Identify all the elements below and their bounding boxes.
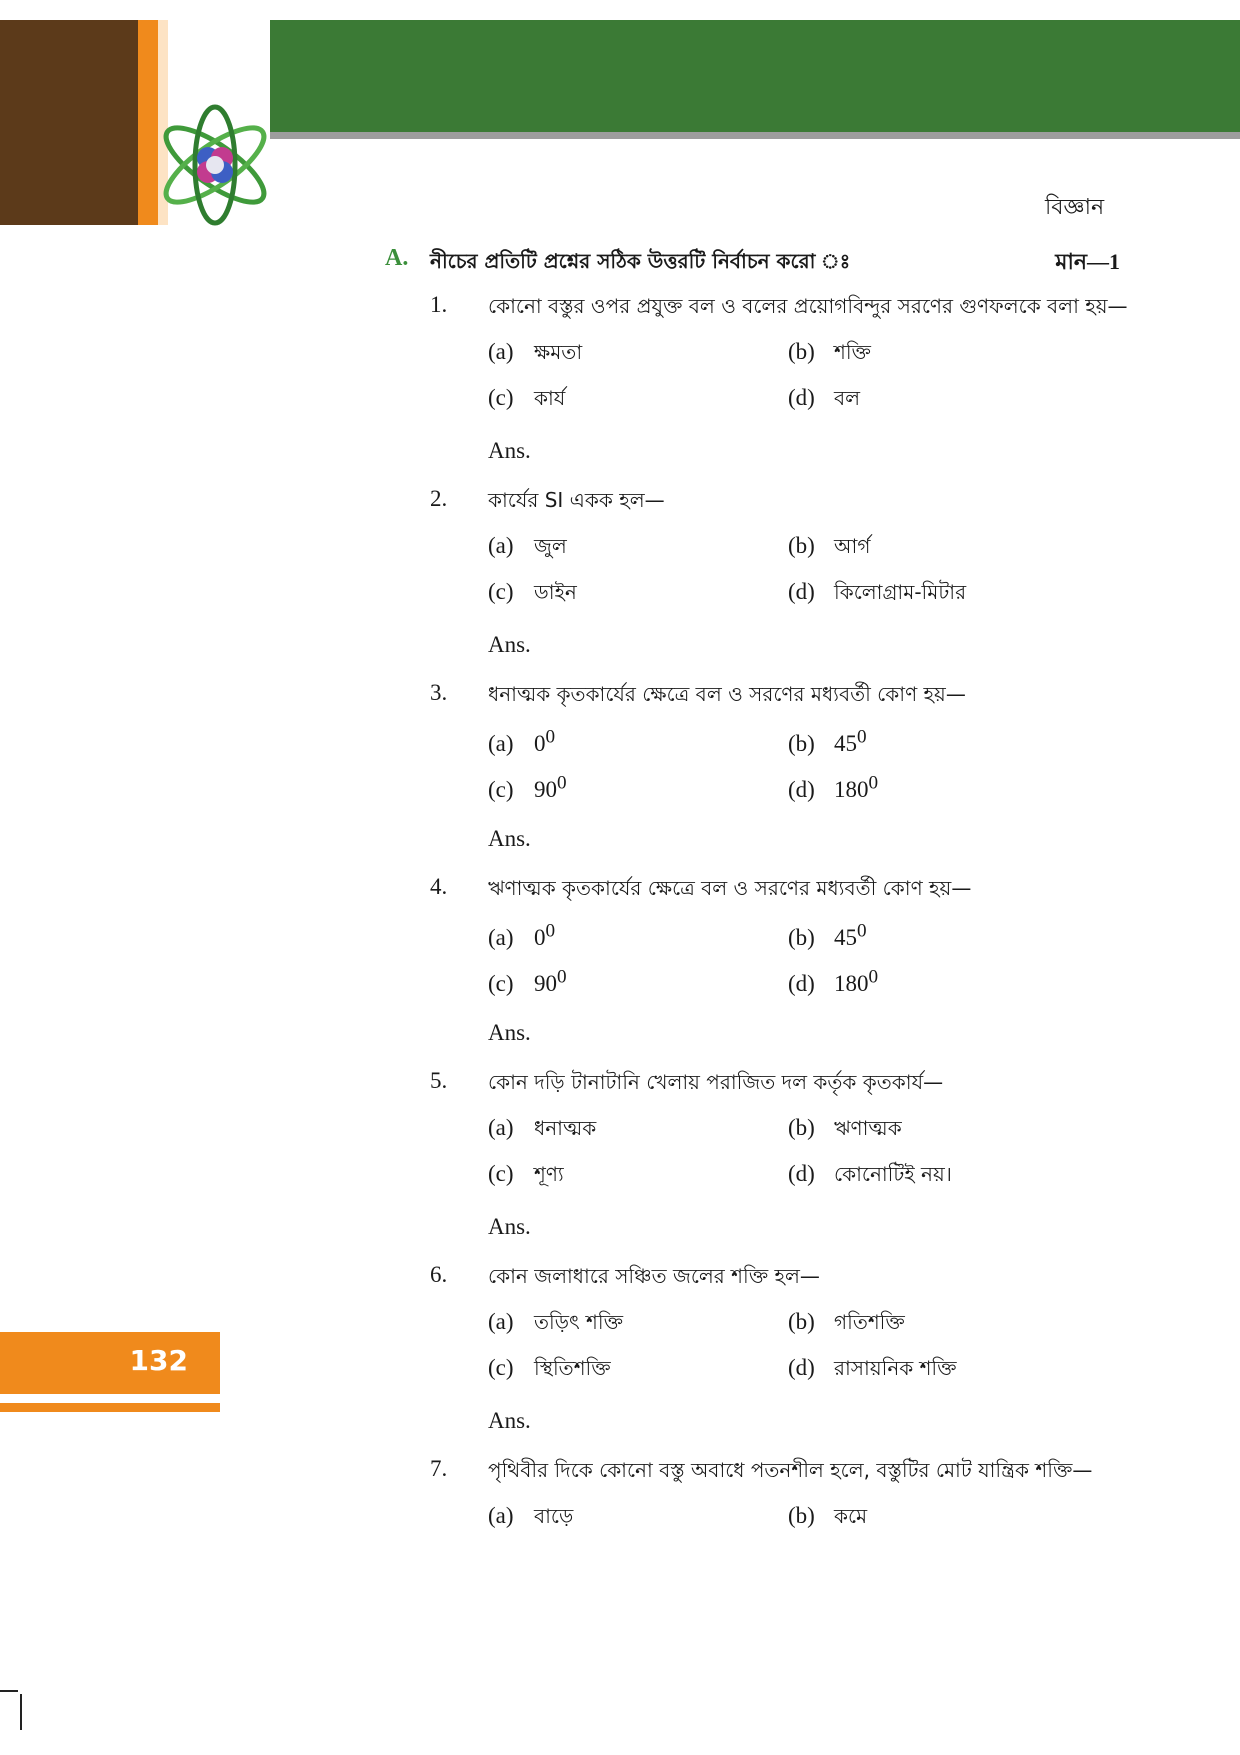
option-key: (a) [488,1503,514,1528]
option-base: 45 [834,730,857,756]
option-b [788,920,867,951]
option-superscript: 0 [857,920,867,941]
option-text: কিলোগ্রাম-মিটার [834,580,967,604]
question-number: 7. [430,1456,448,1481]
page-number: 132 [129,1344,188,1377]
option-key: (b) [788,1309,815,1334]
option-c [488,1160,564,1193]
option-key: (a) [488,730,514,756]
option-text: ক্ষমতা [534,340,583,364]
option-value [834,772,879,802]
option-value [834,920,867,950]
option-key: (d) [788,776,815,802]
question-list [430,288,1130,1646]
option-d [788,966,878,997]
option-c [488,966,567,997]
option-base: 90 [534,970,557,996]
option-d [788,772,878,803]
question-number: 4. [430,874,448,899]
option-key: (a) [488,1309,514,1334]
option-value [534,726,556,756]
option-key: (b) [788,730,815,756]
option-key: (d) [788,1161,815,1186]
question-number: 2. [430,486,448,511]
option-b [788,1114,902,1147]
option-superscript: 0 [557,966,567,987]
option-b [788,1308,905,1341]
option-superscript: 0 [868,772,879,793]
option-key: (c) [488,579,514,604]
option-a [488,1308,623,1341]
option-key: (b) [788,1503,815,1528]
option-key: (b) [788,924,815,950]
option-key: (d) [788,970,815,996]
option-base: 180 [834,970,869,996]
crop-mark [20,1694,22,1730]
option-key: (d) [788,1355,815,1380]
question-item [430,870,1130,1064]
question-text: কোন জলাধারে সঞ্চিত জলের শক্তি হল— [488,1264,820,1288]
option-key: (b) [788,339,815,364]
option-text: শূণ্য [534,1162,564,1186]
option-d [788,1160,952,1193]
option-text: তড়িৎ শক্তি [534,1310,624,1334]
option-c [488,1354,611,1387]
option-a [488,920,555,951]
option-d [788,578,966,611]
option-text: স্থিতিশক্তি [534,1356,611,1380]
option-c [488,578,577,611]
question-item [430,676,1130,870]
option-value [834,966,879,996]
option-key: (c) [488,385,514,410]
option-key: (a) [488,1115,514,1140]
option-text: ধনাত্মক [534,1116,597,1140]
option-key: (a) [488,924,514,950]
question-text: ঋণাত্মক কৃতকার্যের ক্ষেত্রে বল ও সরণের মধ্যবর্তী কোণ হয়— [488,876,972,900]
option-text: বাড়ে [534,1504,574,1528]
question-text: কোন দড়ি টানাটানি খেলায় পরাজিত দল কর্তৃক কৃতকার্য— [488,1070,944,1094]
question-text: কার্যের SI একক হল— [488,488,665,512]
option-base: 0 [534,924,546,950]
header-gray-line [270,132,1240,139]
option-superscript: 0 [545,920,556,941]
question-number: 5. [430,1068,448,1093]
question-number: 3. [430,680,448,705]
answer-label: Ans. [488,1214,531,1239]
option-value [534,920,556,950]
option-d [788,1354,957,1387]
page-number-box [0,1332,220,1394]
question-text: পৃথিবীর দিকে কোনো বস্তু অবাধে পতনশীল হলে, বস্তুটির মোট যান্ত্রিক শক্তি— [488,1458,1093,1482]
option-text: কোনোটিই নয়। [834,1162,952,1186]
option-d [788,384,860,417]
atom-icon [150,100,280,230]
option-text: জুল [534,534,567,558]
option-text: ডাইন [534,580,577,604]
option-a [488,1114,596,1147]
option-text: বল [834,386,861,410]
option-a [488,532,567,565]
header-green-banner [270,20,1240,132]
option-base: 45 [834,924,857,950]
option-key: (b) [788,1115,815,1140]
option-key: (c) [488,1355,514,1380]
option-key: (d) [788,385,815,410]
option-key: (d) [788,579,815,604]
option-b [788,532,870,565]
crop-mark [0,1690,18,1692]
question-number: 1. [430,292,448,317]
option-text: গতিশক্তি [834,1310,905,1334]
option-a [488,1502,573,1535]
option-superscript: 0 [545,726,556,747]
answer-label: Ans. [488,1408,531,1433]
option-base: 0 [534,730,546,756]
option-key: (c) [488,1161,514,1186]
option-key: (b) [788,533,815,558]
option-base: 90 [534,776,557,802]
header-brown-block [0,20,138,225]
option-key: (a) [488,339,514,364]
option-base: 180 [834,776,869,802]
option-a [488,726,555,757]
option-text: শক্তি [834,340,871,364]
section-heading [385,245,1120,275]
question-item [430,1064,1130,1258]
option-text: কার্য [534,386,566,410]
answer-label: Ans. [488,632,531,657]
option-value [834,726,867,756]
option-b [788,338,871,371]
question-item [430,1452,1130,1646]
question-item [430,288,1130,482]
option-superscript: 0 [557,772,567,793]
section-title: নীচের প্রতিটি প্রশ্নের সঠিক উত্তরটি নির্বাচন করো ঃ [430,249,851,273]
option-key: (c) [488,776,514,802]
option-superscript: 0 [868,966,879,987]
option-a [488,338,582,371]
option-key: (a) [488,533,514,558]
option-text: কমে [834,1504,868,1528]
option-b [788,726,867,757]
option-c [488,772,567,803]
option-superscript: 0 [857,726,867,747]
option-text: ঋণাত্মক [834,1116,902,1140]
question-number: 6. [430,1262,448,1287]
option-value [534,966,567,996]
question-text: কোনো বস্তুর ওপর প্রযুক্ত বল ও বলের প্রয়োগবিন্দুর সরণের গুণফলকে বলা হয়— [488,294,1128,318]
page-number-underline [0,1403,220,1412]
question-text: ধনাত্মক কৃতকার্যের ক্ষেত্রে বল ও সরণের মধ্যবর্তী কোণ হয়— [488,682,966,706]
question-item [430,1258,1130,1452]
answer-label: Ans. [488,826,531,851]
answer-label: Ans. [488,1020,531,1045]
option-text: আর্গ [834,534,871,558]
option-c [488,384,565,417]
option-value [534,772,567,802]
question-item [430,482,1130,676]
section-marks: মান—1 [1055,249,1120,274]
section-letter: A. [385,245,409,271]
option-text: রাসায়নিক শক্তি [834,1356,957,1380]
option-key: (c) [488,970,514,996]
answer-label: Ans. [488,438,531,463]
subject-label: বিজ্ঞান [1045,195,1105,220]
option-b [788,1502,867,1535]
